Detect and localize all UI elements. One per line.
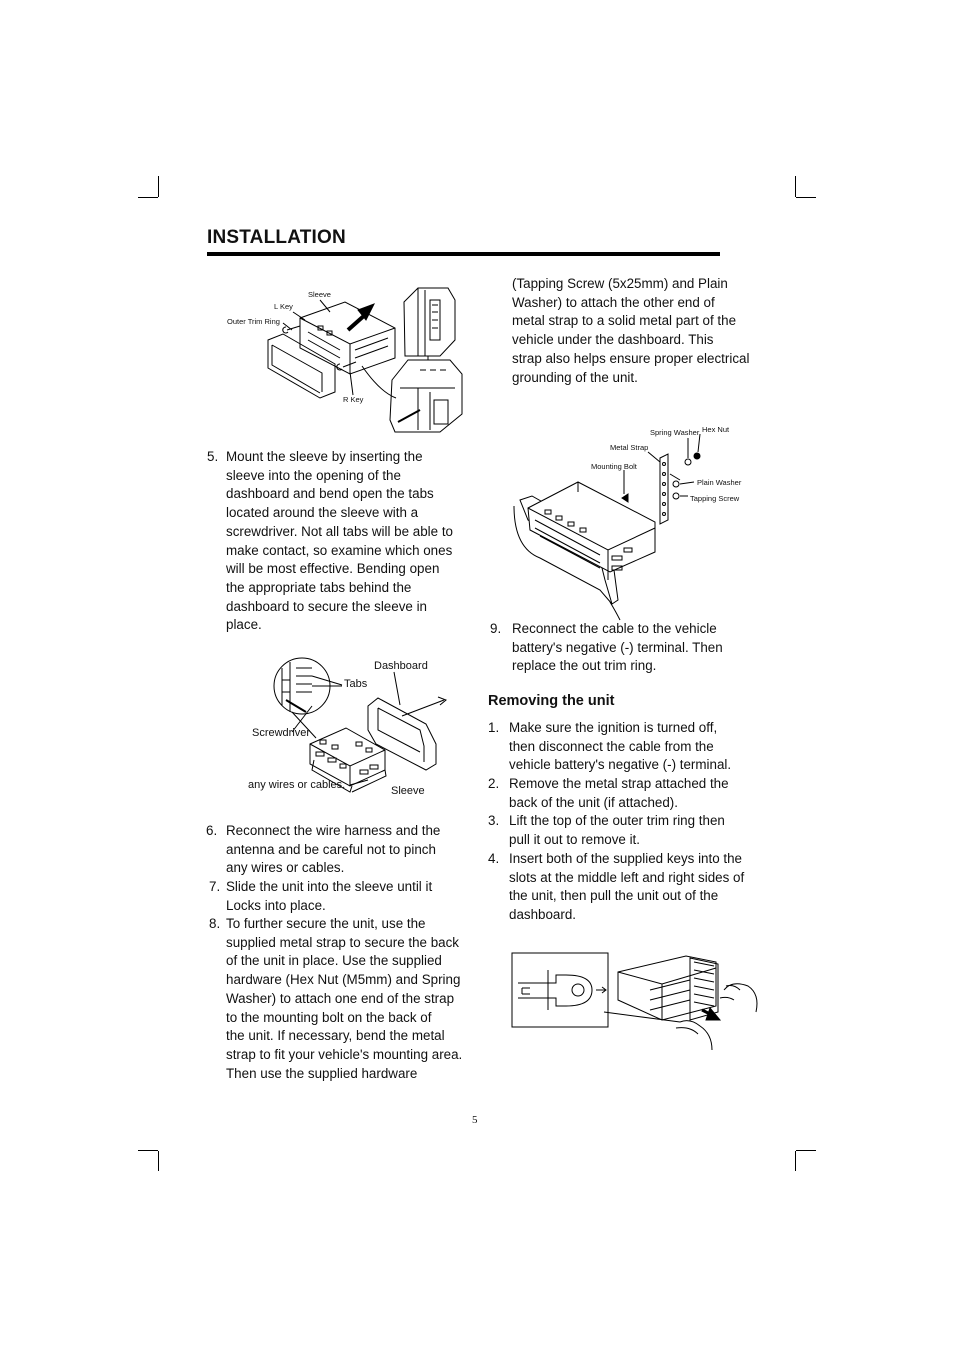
step-text: Reconnect the cable to the vehicle battery's negative (-) terminal. Then replace the out trim ring. xyxy=(512,621,723,674)
label-outer-trim-ring: Outer Trim Ring xyxy=(227,317,280,326)
step-text: Remove the metal strap attached the back of the unit (if attached). xyxy=(509,776,729,810)
step-number: 9. xyxy=(490,621,502,636)
label-mounting-bolt: Mounting Bolt xyxy=(591,462,637,471)
step-number: 8. xyxy=(209,916,221,931)
label-screwdriver: Screwdriver xyxy=(252,727,311,739)
step-number: 1. xyxy=(488,720,500,735)
label-sleeve-2: Sleeve xyxy=(391,785,425,797)
step-text: Reconnect the wire harness and the antenna and be careful not to pinch any wires or cables. xyxy=(226,823,441,876)
label-plain-washer: Plain Washer xyxy=(697,478,742,487)
label-r-key: R Key xyxy=(343,395,364,404)
step-text: Mount the sleeve by inserting the sleeve into the opening of the dashboard and bend open the tabs located around the sleeve with a screwdriver. Not all tabs will be able to make contact, so examine which ones will be most effective. Bending open the appropriate tabs behind the dashboard to secure the sleeve in place. xyxy=(226,449,453,633)
step-text: (Tapping Screw (5x25mm) and Plain Washer) to attach the other end of metal strap to a solid metal part of the vehicle under the dashboard. This strap also helps ensure proper electrical grounding of the unit. xyxy=(512,276,750,385)
step-number: 4. xyxy=(488,851,500,866)
label-hex-nut: Hex Nut xyxy=(702,425,730,434)
step-text: Insert both of the supplied keys into the slots at the middle left and right sides of the unit, then pull the unit out of the dashboard. xyxy=(509,851,745,923)
step-text: Slide the unit into the sleeve until it Locks into place. xyxy=(226,879,433,913)
label-tapping-screw: Tapping Screw xyxy=(690,494,740,503)
step-text: Lift the top of the outer trim ring then pull it out to remove it. xyxy=(509,813,725,847)
step-number: 2. xyxy=(488,776,500,791)
removing-heading: Removing the unit xyxy=(488,693,615,709)
label-dashboard: Dashboard xyxy=(374,660,428,672)
label-any-wires: any wires or cables. xyxy=(248,779,346,791)
step-number: 5. xyxy=(207,449,219,464)
step-text: To further secure the unit, use the supplied metal strap to secure the back of the unit in place. Use the supplied hardware (Hex Nut (M5mm) and Spring Washer) to attach one end of the strap to the mounting bolt on the back of the unit. If necessary, bend the metal strap to fit your vehicle's mounting area. Then use the supplied hardware xyxy=(226,916,463,1081)
label-tabs: Tabs xyxy=(344,678,368,690)
page-title: INSTALLATION xyxy=(207,227,346,248)
step-number: 3. xyxy=(488,813,500,828)
step-number: 7. xyxy=(209,879,221,894)
label-sleeve: Sleeve xyxy=(308,290,331,299)
label-l-key: L Key xyxy=(274,302,293,311)
step-number: 6. xyxy=(206,823,218,838)
step-text: Make sure the ignition is turned off, then disconnect the cable from the vehicle battery's negative (-) terminal. xyxy=(509,720,732,773)
page-number: 5 xyxy=(472,1114,478,1126)
label-spring-washer: Spring Washer xyxy=(650,428,700,437)
label-metal-strap: Metal Strap xyxy=(610,443,649,452)
